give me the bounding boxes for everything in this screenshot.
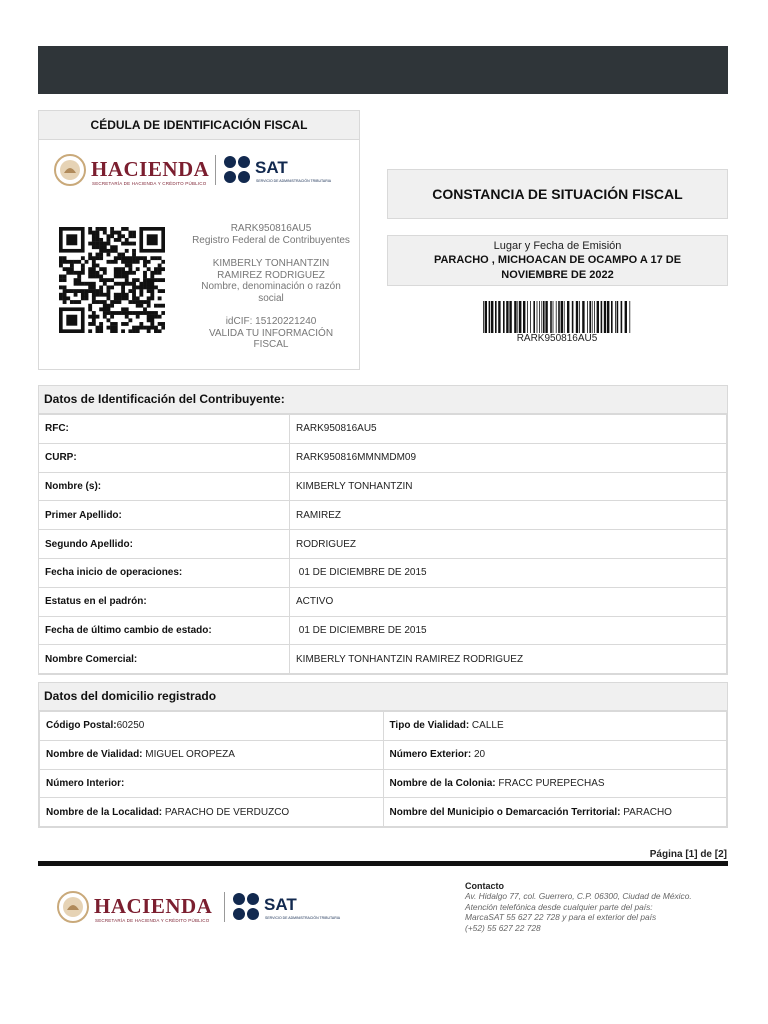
- identificacion-table: [39, 414, 727, 674]
- domicilio-table: [39, 711, 727, 827]
- qr-code-icon: [59, 227, 165, 333]
- sat-subtitle: SERVICIO DE ADMINISTRACIÓN TRIBUTARIA: [256, 179, 332, 183]
- field-value: 01 DE DICIEMBRE DE 2015: [290, 558, 727, 587]
- contact-line: (+52) 55 627 22 728: [465, 922, 541, 933]
- field-label: Nombre de Vialidad:: [46, 749, 143, 761]
- address-cell: [383, 740, 727, 769]
- field-value: RARK950816MMNMDM09: [290, 443, 727, 472]
- table-row: [39, 501, 727, 530]
- field-value: KIMBERLY TONHANTZIN RAMIREZ RODRIGUEZ: [290, 645, 727, 674]
- field-value: FRACC PUREPECHAS: [495, 777, 605, 789]
- page-number: Página [1] de [2]: [649, 849, 727, 860]
- hacienda-wordmark: HACIENDA: [91, 157, 210, 181]
- eagle-seal-icon: [56, 890, 90, 924]
- table-row: [40, 712, 727, 741]
- field-value: MIGUEL OROPEZA: [142, 749, 235, 761]
- sat-wordmark: SAT: [255, 158, 288, 177]
- footer-logos: [56, 890, 376, 930]
- field-label: Estatus en el padrón:: [39, 587, 290, 616]
- contact-line: Atención telefónica desde cualquier parte del país:: [465, 901, 653, 912]
- field-label: Tipo de Vialidad:: [389, 720, 470, 732]
- field-label: Nombre de la Localidad:: [46, 806, 163, 818]
- header-bar: [38, 46, 728, 94]
- sat-subtitle: SERVICIO DE ADMINISTRACIÓN TRIBUTARIA: [265, 916, 341, 920]
- identificacion-title: Datos de Identificación del Contribuyente:: [39, 386, 727, 414]
- field-value: RARK950816AU5: [290, 415, 727, 444]
- header-logos: [53, 153, 353, 193]
- lugar-label: Lugar y Fecha de Emisión: [493, 240, 622, 252]
- table-row: [39, 530, 727, 559]
- eagle-seal-icon: [53, 153, 87, 187]
- field-label: RFC:: [39, 415, 290, 444]
- field-value: PARACHO: [620, 806, 672, 818]
- address-cell: [383, 712, 727, 741]
- lugar-fecha-box: [387, 235, 728, 286]
- field-value: RODRIGUEZ: [290, 530, 727, 559]
- field-label: Segundo Apellido:: [39, 530, 290, 559]
- field-label: Número Interior:: [46, 777, 125, 789]
- cedula-name-2: RAMIREZ RODRIGUEZ: [217, 269, 325, 281]
- address-cell: [40, 798, 384, 827]
- field-label: Número Exterior:: [389, 749, 472, 761]
- table-row: [39, 472, 727, 501]
- cedula-rfc-label: Registro Federal de Contribuyentes: [192, 234, 350, 246]
- field-label: CURP:: [39, 443, 290, 472]
- hacienda-subtitle: SECRETARÍA DE HACIENDA Y CRÉDITO PÚBLICO: [95, 918, 210, 923]
- address-cell: [40, 740, 384, 769]
- hacienda-subtitle: SECRETARÍA DE HACIENDA Y CRÉDITO PÚBLICO: [92, 181, 207, 186]
- contact-title: Contacto: [465, 881, 504, 891]
- field-value: 20: [471, 749, 486, 761]
- field-label: Fecha inicio de operaciones:: [39, 558, 290, 587]
- field-label: Fecha de último cambio de estado:: [39, 616, 290, 645]
- barcode-text: RARK950816AU5: [516, 333, 598, 344]
- field-value: CALLE: [469, 720, 504, 732]
- address-cell: [40, 712, 384, 741]
- hacienda-wordmark: HACIENDA: [94, 894, 213, 918]
- field-value: ACTIVO: [290, 587, 727, 616]
- contact-line: MarcaSAT 55 627 22 728 y para el exterior del país: [465, 912, 657, 923]
- cedula-valida: VALIDA TU INFORMACIÓN FISCAL: [208, 327, 334, 350]
- lugar-value: PARACHO , MICHOACAN DE OCAMPO A 17 DE NOVIEMBRE DE 2022: [433, 254, 682, 281]
- cedula-name-1: KIMBERLY TONHANTZIN: [212, 258, 330, 269]
- field-label: Código Postal:: [46, 720, 117, 732]
- cedula-card: [38, 110, 360, 370]
- identificacion-section: [38, 385, 728, 675]
- table-row: [39, 443, 727, 472]
- contact-line: Av. Hidalgo 77, col. Guerrero, C.P. 06300, Ciudad de México.: [465, 891, 692, 902]
- constancia-title: CONSTANCIA DE SITUACIÓN FISCAL: [387, 169, 728, 219]
- field-label: Nombre del Municipio o Demarcación Territorial:: [389, 806, 621, 818]
- field-label: Nombre (s):: [39, 472, 290, 501]
- field-label: Nombre de la Colonia:: [389, 777, 496, 789]
- domicilio-section: [38, 682, 728, 828]
- cedula-name-label: Nombre, denominación o razón social: [201, 281, 341, 304]
- address-cell: [383, 769, 727, 798]
- cedula-title: CÉDULA DE IDENTIFICACIÓN FISCAL: [39, 111, 359, 140]
- field-value: KIMBERLY TONHANTZIN: [290, 472, 727, 501]
- logo-divider: [224, 892, 225, 922]
- field-value: 01 DE DICIEMBRE DE 2015: [290, 616, 727, 645]
- field-label: Nombre Comercial:: [39, 645, 290, 674]
- sat-dots-icon: [223, 155, 253, 185]
- table-row: [39, 558, 727, 587]
- field-value: PARACHO DE VERDUZCO: [162, 806, 290, 818]
- sat-dots-icon: [232, 892, 262, 922]
- footer-rule: [38, 861, 728, 866]
- table-row: [39, 415, 727, 444]
- domicilio-title: Datos del domicilio registrado: [39, 683, 727, 711]
- table-row: [40, 740, 727, 769]
- cedula-info: [191, 223, 351, 351]
- table-row: [39, 616, 727, 645]
- logo-divider: [215, 155, 216, 185]
- field-label: Primer Apellido:: [39, 501, 290, 530]
- table-row: [40, 769, 727, 798]
- cedula-idcif: idCIF: 15120221240: [225, 316, 317, 327]
- contact-block: [465, 881, 735, 933]
- field-value: RAMIREZ: [290, 501, 727, 530]
- table-row: [40, 798, 727, 827]
- address-cell: [40, 769, 384, 798]
- field-value: 60250: [116, 720, 145, 732]
- cedula-rfc: RARK950816AU5: [230, 223, 312, 234]
- table-row: [39, 587, 727, 616]
- table-row: [39, 645, 727, 674]
- barcode-icon: [483, 301, 631, 333]
- sat-wordmark: SAT: [264, 895, 297, 914]
- address-cell: [383, 798, 727, 827]
